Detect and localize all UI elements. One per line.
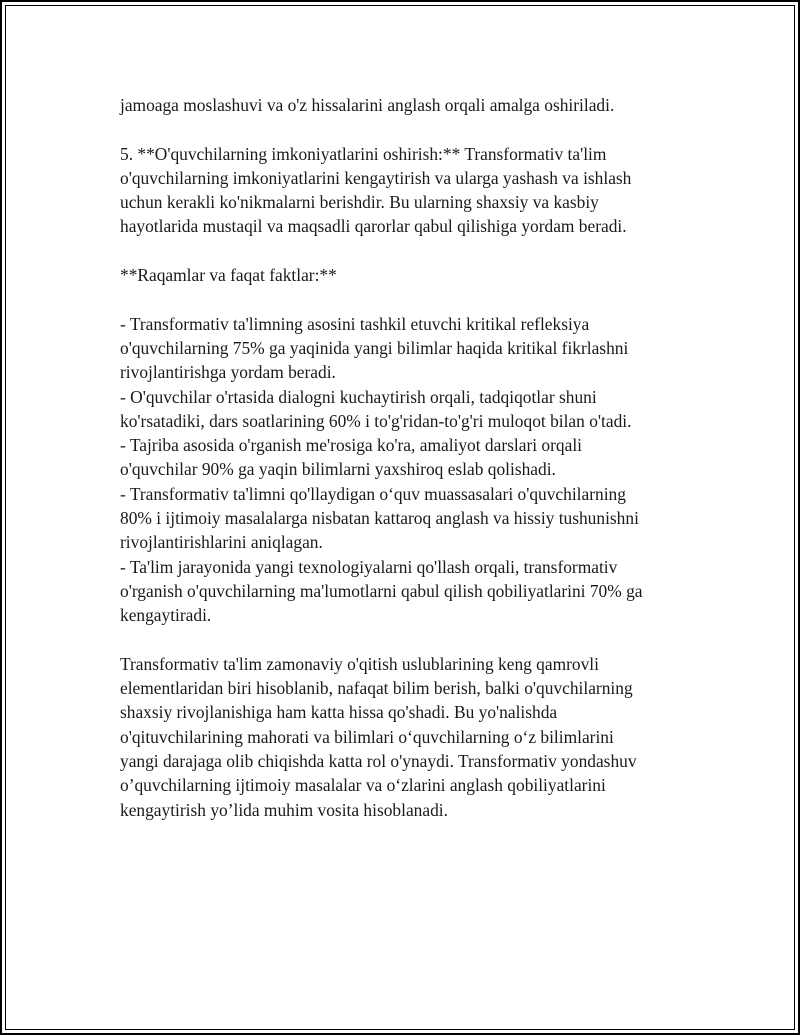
- intro-paragraph: [120, 93, 690, 117]
- text-line: - Transformativ ta'limning asosini tashkil etuvchi kritikal refleksiya: [120, 313, 590, 334]
- text-line: kengaytirish yo’lida muhim vosita hisoblanadi.: [120, 799, 448, 820]
- text-line: o'quvchilar 90% ga yaqin bilimlarni yaxshiroq eslab qolishadi.: [120, 459, 556, 480]
- fact-item: [120, 555, 690, 628]
- text-line: rivojlantirishga yordam beradi.: [120, 362, 336, 383]
- text-line: **Raqamlar va faqat faktlar:**: [120, 265, 337, 286]
- text-line: yangi darajaga olib chiqishda katta rol o'ynaydi. Transformativ yondashuv: [120, 751, 637, 772]
- text-line: 5. **O'quvchilarning imkoniyatlarini oshirish:** Transformativ ta'lim: [120, 143, 607, 164]
- fact-item: [120, 385, 690, 434]
- paragraph-gap: [120, 239, 690, 263]
- text-line: hayotlarida mustaqil va maqsadli qarorlar qabul qilishiga yordam beradi.: [120, 216, 627, 237]
- text-line: o'quvchilarning imkoniyatlarini kengaytirish va ularga yashash va ishlash: [120, 167, 632, 188]
- paragraph-gap: [120, 628, 690, 652]
- paragraph-gap: [120, 117, 690, 141]
- text-line: - O'quvchilar o'rtasida dialogni kuchaytirish orqali, tadqiqotlar shuni: [120, 386, 597, 407]
- facts-list: [120, 312, 690, 628]
- text-line: jamoaga moslashuvi va o'z hissalarini anglash orqali amalga oshiriladi.: [120, 95, 615, 115]
- text-line: o'quvchilarning 75% ga yaqinida yangi bilimlar haqida kritikal fikrlashni: [120, 337, 629, 358]
- text-line: Transformativ ta'lim zamonaviy o'qitish uslublarining keng qamrovli: [120, 653, 599, 674]
- facts-heading: [120, 263, 690, 287]
- text-line: - Ta'lim jarayonida yangi texnologiyalarni qo'llash orqali, transformativ: [120, 556, 618, 577]
- text-line: elementlaridan biri hisoblanib, nafaqat bilim berish, balki o'quvchilarning: [120, 678, 633, 699]
- paragraph-gap: [120, 287, 690, 311]
- text-line: 80% i ijtimoiy masalalarga nisbatan kattaroq anglash va hissiy tushunishni: [120, 508, 639, 529]
- text-line: rivojlantirishlarini aniqlagan.: [120, 532, 323, 553]
- text-line: shaxsiy rivojlanishiga ham katta hissa qo'shadi. Bu yo'nalishda: [120, 702, 558, 723]
- text-line: o'qituvchilarining mahorati va bilimlari o‘quvchilarning o‘z bilimlarini: [120, 726, 614, 747]
- fact-item: [120, 312, 690, 385]
- text-line: - Tajriba asosida o'rganish me'rosiga ko'ra, amaliyot darslari orqali: [120, 435, 582, 456]
- text-line: ko'rsatadiki, dars soatlarining 60% i to'g'ridan-to'g'ri muloqot bilan o'tadi.: [120, 410, 632, 431]
- text-line: o’quvchilarning ijtimoiy masalalar va o‘zlarini anglash qobiliyatlarini: [120, 775, 606, 796]
- document-body: [120, 93, 690, 822]
- point-5-paragraph: [120, 142, 690, 239]
- text-line: o'rganish o'quvchilarning ma'lumotlarni qabul qilish qobiliyatlarini 70% ga: [120, 580, 643, 601]
- text-line: - Transformativ ta'limni qo'llaydigan o‘quv muassasalari o'quvchilarning: [120, 483, 626, 504]
- conclusion-paragraph: [120, 652, 690, 822]
- fact-item: [120, 433, 690, 482]
- text-line: uchun kerakli ko'nikmalarni berishdir. Bu ularning shaxsiy va kasbiy: [120, 192, 599, 213]
- fact-item: [120, 482, 690, 555]
- text-line: kengaytiradi.: [120, 605, 212, 626]
